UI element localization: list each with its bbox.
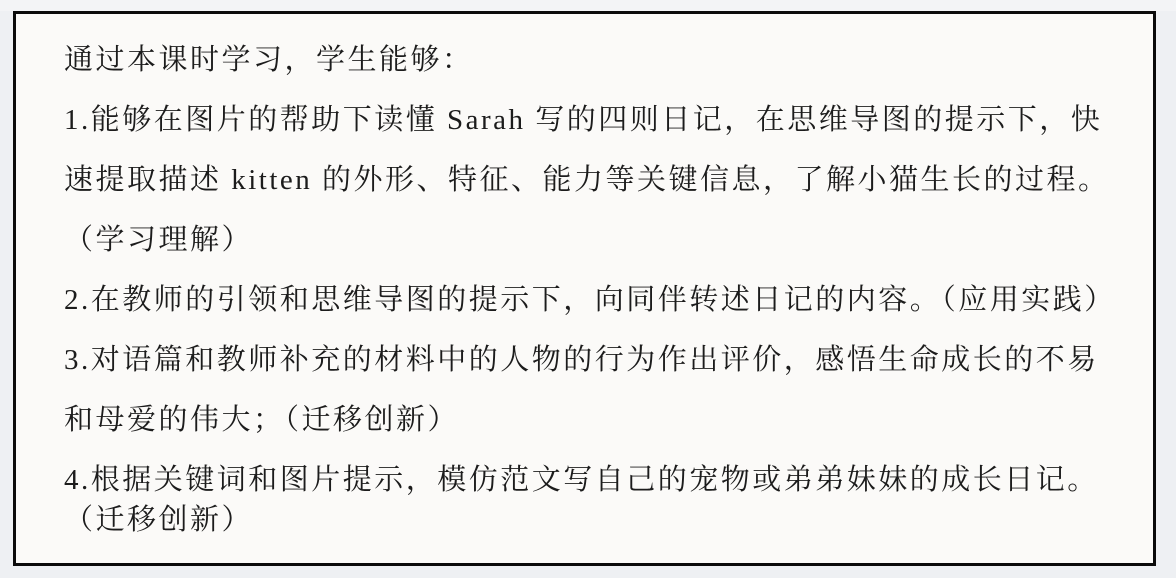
objectives-text bbox=[64, 30, 1147, 550]
page-margin bbox=[0, 0, 1176, 11]
text-line: 1.能够在图片的帮助下读懂 Sarah 写的四则日记，在思维导图的提示下，快 bbox=[64, 104, 1103, 136]
text-line: 3.对语篇和教师补充的材料中的人物的行为作出评价，感悟生命成长的不易 bbox=[64, 344, 1099, 376]
text-line: 速提取描述 kitten 的外形、特征、能力等关键信息，了解小猫生长的过程。 bbox=[64, 164, 1110, 196]
text-line: 通过本课时学习，学生能够： bbox=[64, 44, 474, 76]
text-line: 和母爱的伟大；（迁移创新） bbox=[64, 404, 460, 436]
text-line: 4.根据关键词和图片提示，模仿范文写自己的宠物或弟弟妹妹的成长日记。 bbox=[64, 464, 1099, 496]
document-frame bbox=[13, 11, 1156, 566]
text-line: 2.在教师的引领和思维导图的提示下，向同伴转述日记的内容。（应用实践） bbox=[64, 284, 1116, 316]
text-line: （迁移创新） bbox=[64, 504, 254, 536]
text-line: （学习理解） bbox=[64, 224, 254, 256]
